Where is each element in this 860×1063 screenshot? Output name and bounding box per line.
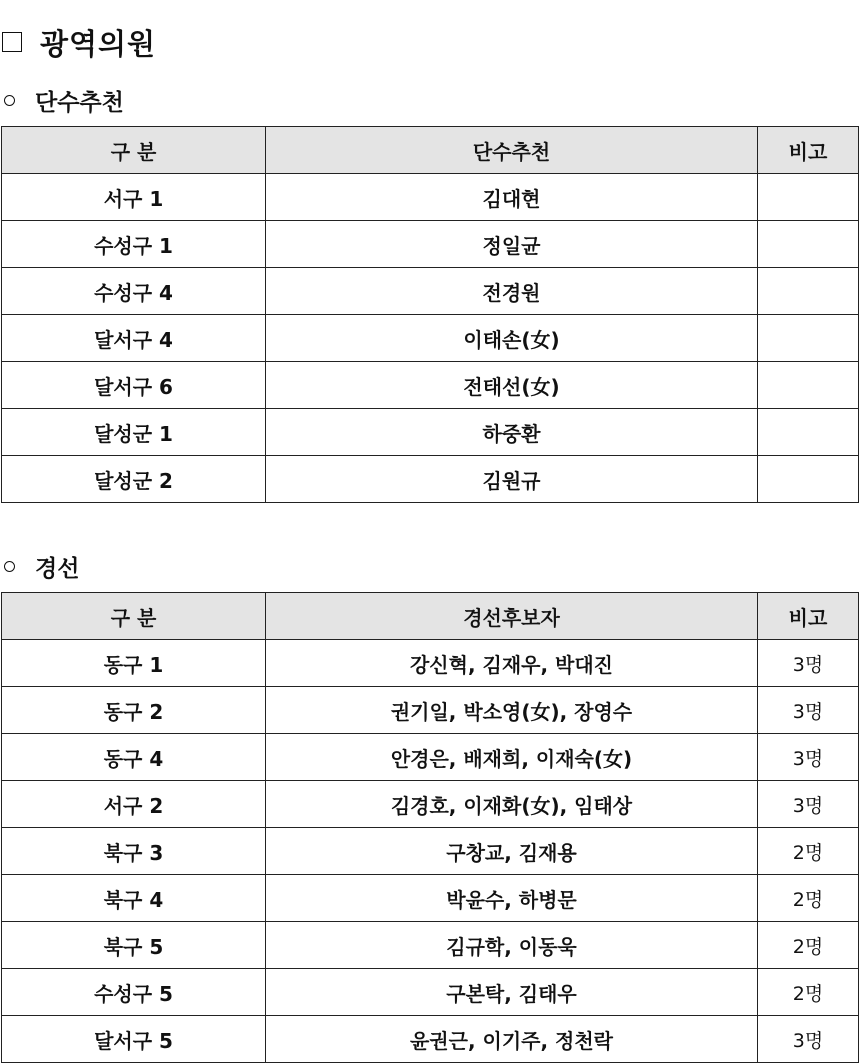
- note-cell: 3명: [758, 687, 859, 734]
- district-cell: 수성구 1: [2, 221, 266, 268]
- header-candidates: 경선후보자: [266, 593, 758, 640]
- candidate-cell: 전태선(女): [266, 362, 758, 409]
- district-cell: 서구 1: [2, 174, 266, 221]
- page-title-text: 광역의원: [40, 26, 157, 61]
- table-row: [2, 922, 859, 969]
- contest-table: [1, 592, 859, 1063]
- table-row: [2, 221, 859, 268]
- table-row: [2, 640, 859, 687]
- section-title-contest-text: 경선: [35, 555, 80, 582]
- candidate-cell: 강신혁, 김재우, 박대진: [266, 640, 758, 687]
- table-row: [2, 969, 859, 1016]
- table-row: [2, 362, 859, 409]
- section-title-single: [4, 83, 124, 117]
- district-cell: 북구 3: [2, 828, 266, 875]
- candidate-cell: 박윤수, 하병문: [266, 875, 758, 922]
- district-cell: 수성구 4: [2, 268, 266, 315]
- note-cell: 3명: [758, 1016, 859, 1063]
- header-district: 구 분: [2, 127, 266, 174]
- candidate-cell: 김규학, 이동욱: [266, 922, 758, 969]
- table-header-row: [2, 593, 859, 640]
- header-district: 구 분: [2, 593, 266, 640]
- note-cell: 3명: [758, 640, 859, 687]
- table-row: [2, 781, 859, 828]
- note-cell: 3명: [758, 734, 859, 781]
- note-cell: 2명: [758, 875, 859, 922]
- candidate-cell: 구본탁, 김태우: [266, 969, 758, 1016]
- candidate-cell: 김경호, 이재화(女), 임태상: [266, 781, 758, 828]
- table-header-row: [2, 127, 859, 174]
- note-cell: 3명: [758, 781, 859, 828]
- note-cell: 2명: [758, 969, 859, 1016]
- table-row: [2, 828, 859, 875]
- district-cell: 동구 4: [2, 734, 266, 781]
- note-cell: [758, 268, 859, 315]
- table-row: [2, 1016, 859, 1063]
- candidate-cell: 정일균: [266, 221, 758, 268]
- district-cell: 달서구 6: [2, 362, 266, 409]
- district-cell: 북구 5: [2, 922, 266, 969]
- district-cell: 수성구 5: [2, 969, 266, 1016]
- district-cell: 북구 4: [2, 875, 266, 922]
- candidate-cell: 김원규: [266, 456, 758, 503]
- candidate-cell: 안경은, 배재희, 이재숙(女): [266, 734, 758, 781]
- table-row: [2, 687, 859, 734]
- bullet-circle-icon: [4, 95, 15, 106]
- district-cell: 달서구 5: [2, 1016, 266, 1063]
- district-cell: 서구 2: [2, 781, 266, 828]
- district-cell: 동구 1: [2, 640, 266, 687]
- table-row: [2, 875, 859, 922]
- header-candidate: 단수추천: [266, 127, 758, 174]
- section-title-single-text: 단수추천: [35, 89, 124, 116]
- note-cell: [758, 174, 859, 221]
- bullet-circle-icon: [4, 561, 15, 572]
- candidate-cell: 김대현: [266, 174, 758, 221]
- candidate-cell: 윤권근, 이기주, 정천락: [266, 1016, 758, 1063]
- table-row: [2, 268, 859, 315]
- table-row: [2, 734, 859, 781]
- table-row: [2, 456, 859, 503]
- candidate-cell: 권기일, 박소영(女), 장영수: [266, 687, 758, 734]
- note-cell: [758, 409, 859, 456]
- district-cell: 달서구 4: [2, 315, 266, 362]
- section-title-contest: [4, 549, 79, 583]
- page-title: [2, 20, 156, 64]
- district-cell: 동구 2: [2, 687, 266, 734]
- candidate-cell: 전경원: [266, 268, 758, 315]
- single-recommendation-table: [1, 126, 859, 503]
- checkbox-square-icon: [2, 32, 22, 52]
- note-cell: 2명: [758, 922, 859, 969]
- header-note: 비고: [758, 127, 859, 174]
- note-cell: [758, 456, 859, 503]
- table-row: [2, 409, 859, 456]
- district-cell: 달성군 1: [2, 409, 266, 456]
- table-row: [2, 174, 859, 221]
- table-row: [2, 315, 859, 362]
- note-cell: [758, 315, 859, 362]
- candidate-cell: 이태손(女): [266, 315, 758, 362]
- note-cell: [758, 221, 859, 268]
- header-note: 비고: [758, 593, 859, 640]
- note-cell: 2명: [758, 828, 859, 875]
- district-cell: 달성군 2: [2, 456, 266, 503]
- candidate-cell: 구창교, 김재용: [266, 828, 758, 875]
- candidate-cell: 하중환: [266, 409, 758, 456]
- note-cell: [758, 362, 859, 409]
